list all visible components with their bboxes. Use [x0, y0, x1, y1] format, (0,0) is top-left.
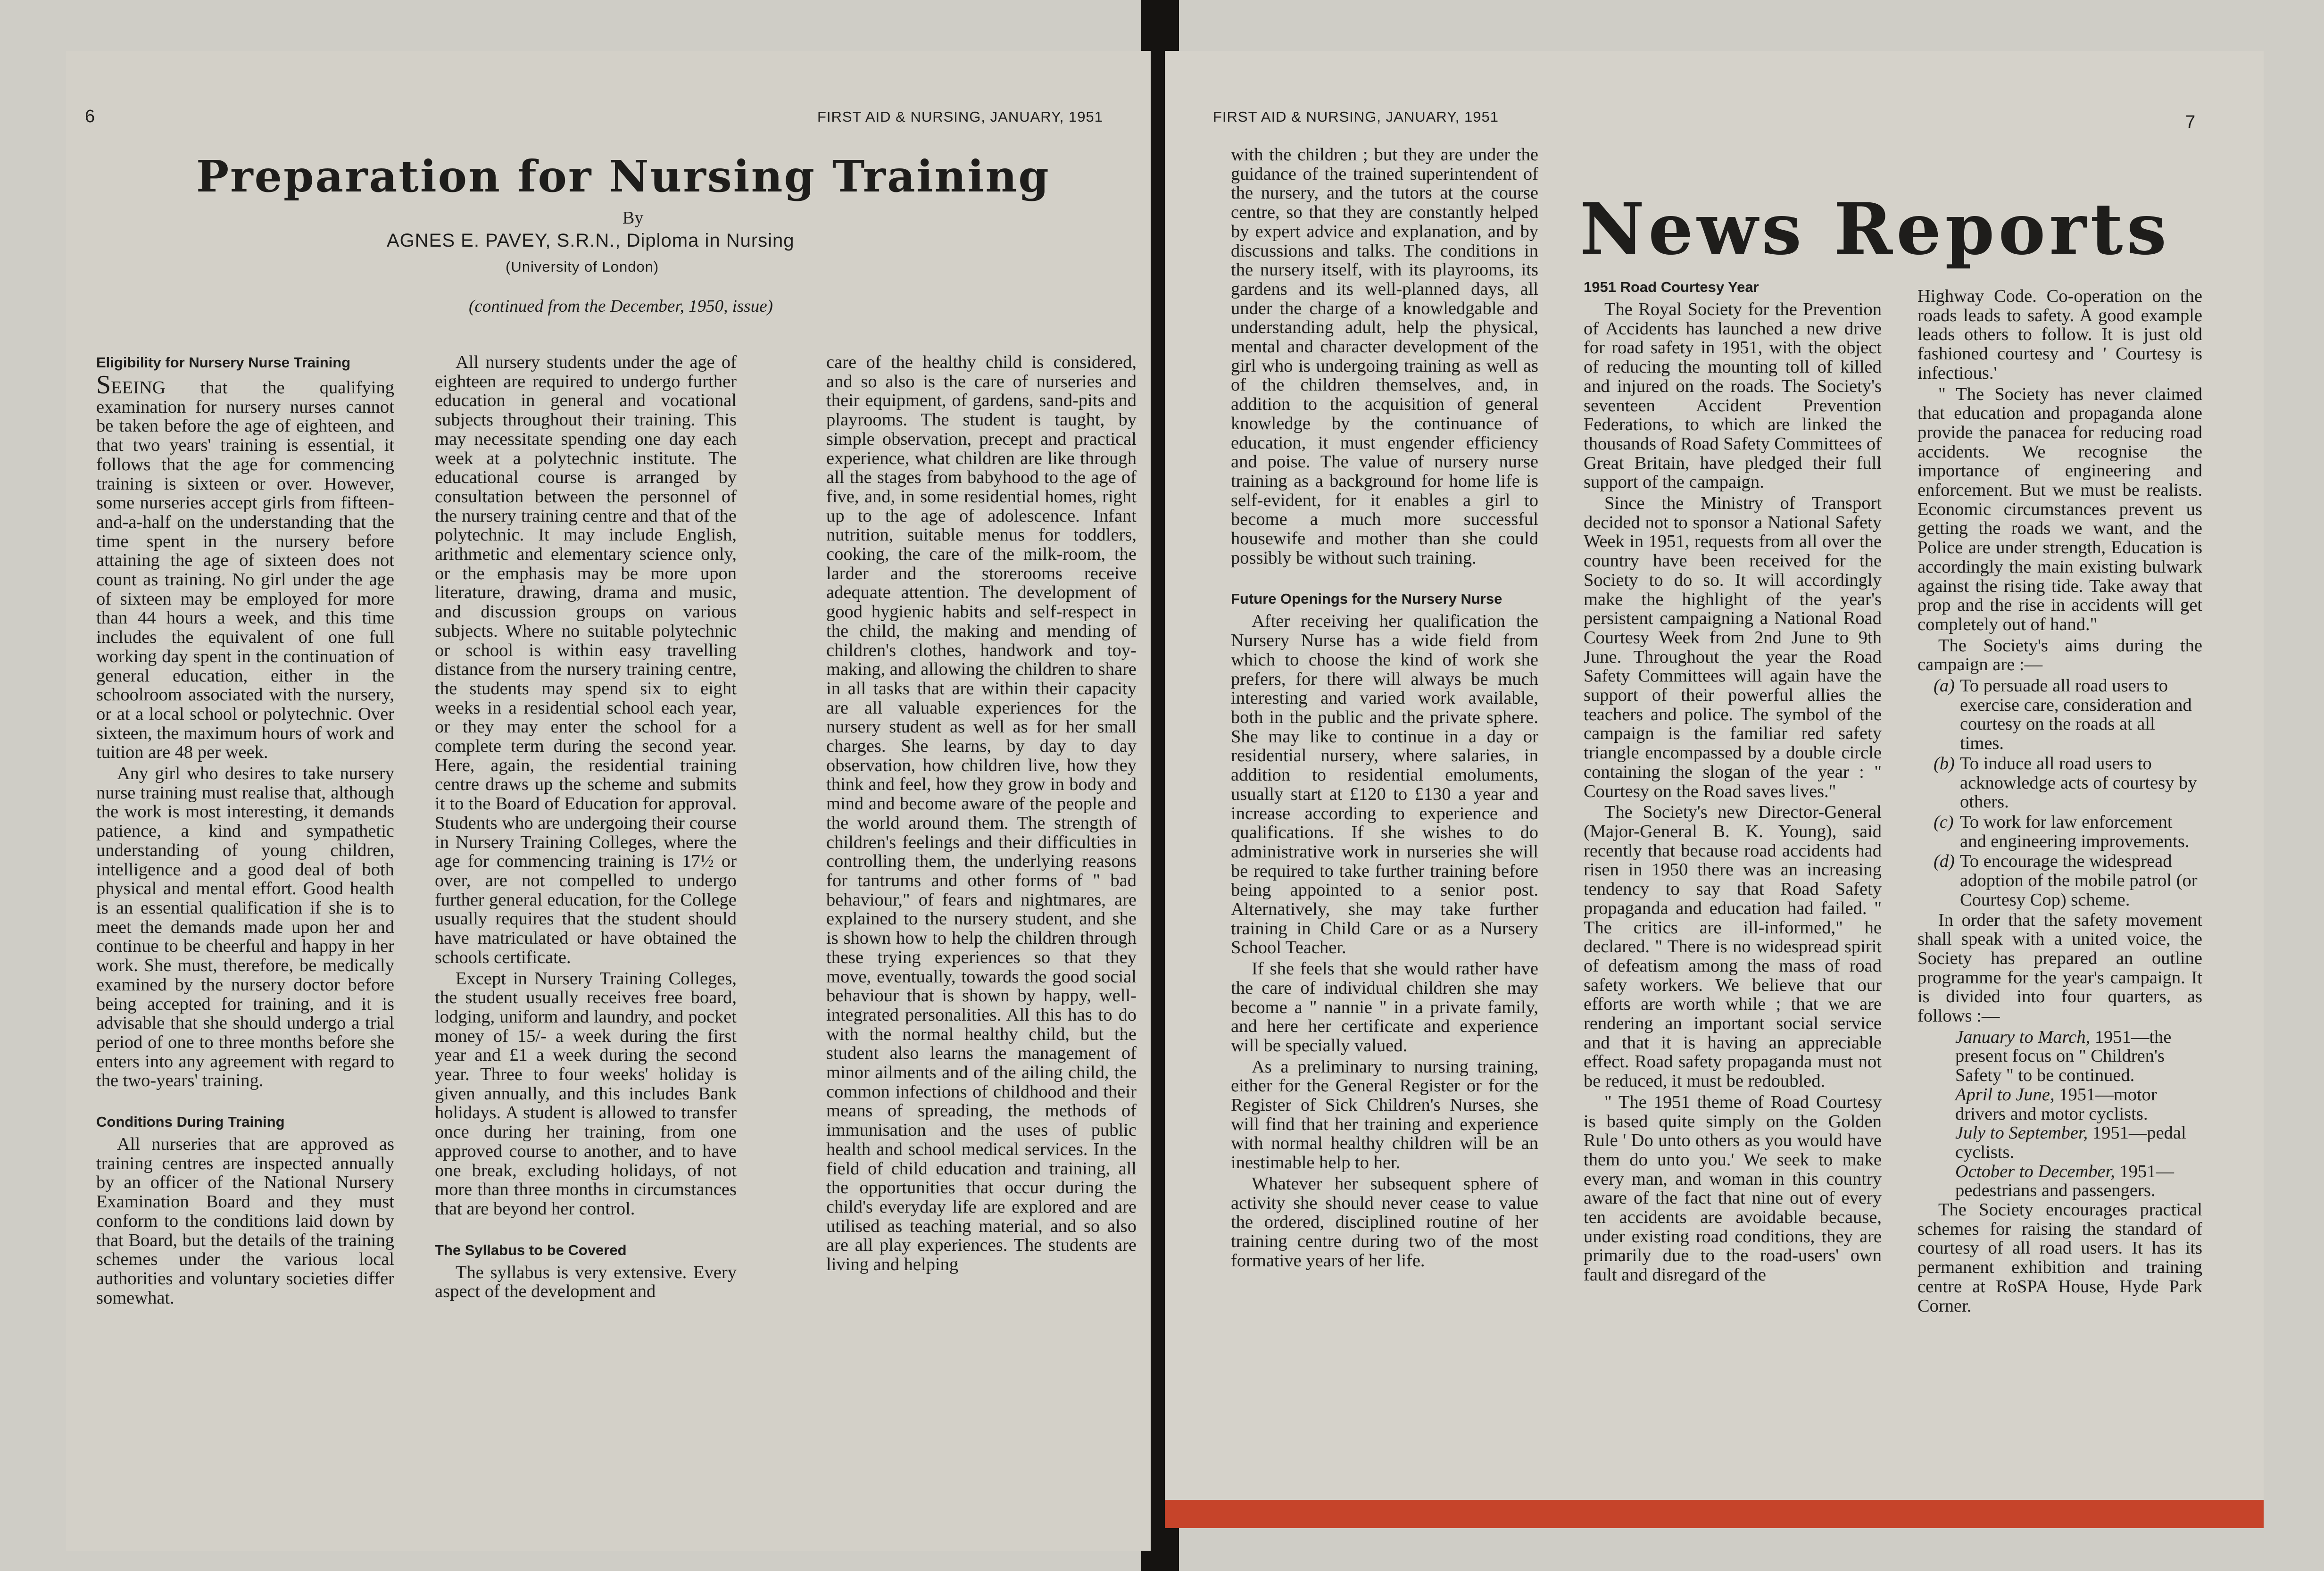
running-head-right: FIRST AID & NURSING, JANUARY, 1951	[1213, 108, 1499, 125]
list-label: (a)	[1934, 676, 1955, 696]
author-affiliation: (University of London)	[506, 258, 659, 275]
right-page	[1165, 51, 2264, 1504]
article-column-2	[435, 353, 737, 1303]
list-item	[1917, 852, 2202, 909]
list-item	[1917, 676, 2202, 753]
paragraph: The Society's aims during the campaign are :—	[1917, 635, 2202, 675]
heading-syllabus: The Syllabus to be Covered	[435, 1241, 627, 1258]
schedule-text: 1951—pedestrians and passengers.	[1955, 1161, 2175, 1201]
continued-note: (continued from the December, 1950, issue)	[469, 297, 773, 316]
paragraph: Whatever her subsequent sphere of activity she should never cease to value the ordered, disciplined routine of her training centre during two of the most formative years of her life.	[1231, 1173, 1538, 1271]
heading-eligibility: Eligibility for Nursery Nurse Training	[96, 354, 351, 371]
schedule-period: July to September,	[1955, 1123, 2088, 1143]
schedule-item	[1917, 1123, 2202, 1162]
paragraph: Highway Code. Co-operation on the roads leads to safety. A good example leads others to follow. It is just old fashioned courtesy and ' Courtesy is infectious.'	[1917, 286, 2202, 383]
schedule-period: October to December,	[1955, 1161, 2115, 1181]
paragraph: As a preliminary to nursing training, either for the General Register or for the Register of Sick Children's Nurses, she will find that her training and experience with normal healthy children will be an inestimable help to her.	[1231, 1056, 1538, 1173]
news-reports-title: News Reports	[1580, 188, 2171, 271]
paragraph: " The Society has never claimed that education and propaganda alone provide the panacea for reducing road accidents. We recognise the importance of engineering and enforcement. But we must be realists. Economic circumstances prevent us getting the roads we want, and the Police are under strength, Education is accordingly the main existing bulwark against the rising tide. Take away that prop and the rise in accidents will get completely out of hand."	[1917, 384, 2202, 634]
paragraph: SEEING that the qualifying examination for nursery nurses cannot be taken before the age of eighteen, and that two years' training is essential, it follows that the age for commencing training is sixteen or over. However, some nurseries accept girls from fifteen-and-a-half on the understanding that the time spent in the nursery before attaining the age of sixteen does not count as training. No girl under the age of sixteen may be employed for more than 44 hours a week, and this time includes the equivalent of one full working day spent in the continuation of general education, either in the schoolroom associated with the nursery, or at a local school or polytechnic. Over sixteen, the maximum hours of work and tuition are 48 per week.	[96, 370, 394, 763]
paragraph: care of the healthy child is considered, and so also is the care of nurseries and their equipment, of gardens, sand-pits and playrooms. The student is taught, by simple observation, precept and practical experience, what children are like through all the stages from babyhood to the age of five, and, in some residential homes, right up to the age of adolescence. Infant nutrition, suitable menus for toddlers, cooking, the care of the milk-room, the larder and the storerooms receive adequate attention. The development of good hygienic habits and self-respect in the child, the making and mending of children's clothes, handwork and toy-making, and allowing the children to share in all tasks that are within their capacity are all valuable experiences for the nursery student as well as for her small charges. She learns, by day to day observation, how children live, how they think and feel, how they grow in body and mind and become aware of the people and the world around them. The strength of children's feelings and their difficulties in controlling them, the underlying reasons for tantrums and other forms of " bad behaviour," of fears and nightmares, are explained to the nursery student, and she is shown how to help the children through these trying experiences so that they move, eventually, towards the good social behaviour that is shown by happy, well-integrated personalities. All this has to do with the normal healthy child, but the student also learns the management of minor ailments and of the ailing child, the common infections of childhood and their means of spreading, the methods of immunisation and the uses of public health and school medical services. In the field of child education and training, all the opportunities that occur during the child's everyday life are explored and are utilised as teaching material, and so also are all play experiences. The students are living and helping	[826, 352, 1137, 1275]
paragraph: All nursery students under the age of eighteen are required to undergo further education in general and vocational subjects throughout their training. This may necessitate spending one day each week at a polytechnic institute. The educational course is arranged by consultation between the personnel of the nursery training centre and that of the polytechnic. It may include English, arithmetic and elementary science only, or the emphasis may be more upon literature, drawing, drama and music, and discussion groups on various subjects. Where no suitable polytechnic or school is within easy travelling distance from the nursery training centre, the students may spend six to eight weeks in a residential school each year, or they may enter the school for a complete term during the second year. Here, again, the residential training centre draws up the scheme and submits it to the Board of Education for approval. Students who are undergoing their course in Nursery Training Colleges, where the age for commencing training is 17½ or over, are not compelled to undergo further general education, for the College usually requires that the student should have matriculated or have obtained the schools certificate.	[435, 352, 737, 967]
running-head-left: FIRST AID & NURSING, JANUARY, 1951	[817, 108, 1103, 125]
schedule-text: 1951—the present focus on " Children's Safety " to be continued.	[1955, 1027, 2172, 1086]
article-column-1	[96, 353, 394, 1309]
list-item	[1917, 754, 2202, 812]
list-label: (b)	[1934, 753, 1955, 773]
news-column-2	[1917, 287, 2202, 1317]
paragraph: Except in Nursery Training Colleges, the student usually receives free board, lodging, uniform and laundry, and pocket money of 15/- a week during the first year and £1 a week during the second year. Three to four weeks' holiday is given annually, and this includes Bank holidays. A student is allowed to transfer once during her training, from one approved course to another, and to have one break, excluding holidays, of not more than three months in circumstances that are beyond her control.	[435, 968, 737, 1219]
schedule-item	[1917, 1028, 2202, 1085]
paragraph: with the children ; but they are under the guidance of the trained superintendent of the nursery, and the tutors at the course centre, so that they are constantly helped by expert advice and explanation, and by discussions and talks. The conditions in the nursery itself, with its playrooms, its gardens and its well-planned days, all under the charge of a knowledgable and understanding adult, help the physical, mental and character development of the girl who is undergoing training as well as of the children themselves, and, in addition to the acquisition of general knowledge by the continuance of education, it must engender efficiency and poise. The value of nursery nurse training as a background for home life is self-evident, for it enables a girl to become a much more successful housewife and mother than she could possibly be without such training.	[1231, 145, 1538, 568]
schedule-period: April to June,	[1955, 1084, 2055, 1105]
list-text: To persuade all road users to exercise care, consideration and courtesy on the roads at all times.	[1960, 676, 2192, 754]
paragraph: The syllabus is very extensive. Every aspect of the development and	[435, 1262, 737, 1302]
left-page	[66, 51, 1151, 1551]
schedule-text: 1951—motor drivers and motor cyclists.	[1955, 1084, 2157, 1124]
paragraph: Any girl who desires to take nursery nurse training must realise that, although the work is most interesting, it demands patience, a kind and sympathetic understanding of young children, intelligence and a good deal of both physical and mental effort. Good health is an essential qualification if she is to meet the demands made upon her and continue to be cheerful and happy in her work. She must, therefore, be medically examined by the nursery doctor before being accepted for training, and it is advisable that she should undergo a trial period of one to three months before she enters into any agreement with regard to the two-years' training.	[96, 764, 394, 1091]
paragraph: Since the Ministry of Transport decided not to sponsor a National Safety Week in 1951, requests from all over the country have been received for the Society to do so. It will accordingly make the highlight of the year's persistent campaigning a National Road Courtesy Week from 2nd June to 9th June. Throughout the year the Road Safety Committees will again have the support of their powerful allies the teachers and police. The symbol of the campaign is the familiar red safety triangle encompassed by a double circle containing the slogan of the year : " Courtesy on the Road saves lives."	[1584, 493, 1882, 801]
list-text: To induce all road users to acknowledge acts of courtesy by others.	[1960, 753, 2197, 812]
paragraph: The Society's new Director-General (Major-General B. K. Young), said recently that because road accidents had risen in 1950 there was an increasing tendency to say that Road Safety propaganda and education had failed. " The critics are ill-informed," he declared. " There is no widespread spirit of defeatism among the mass of road safety workers. We believe that our efforts are worth while ; that we are rendering an important social service and that it is having an appreciable effect. Road safety propaganda must not be reduced, it must be redoubled.	[1584, 802, 1882, 1091]
paragraph: After receiving her qualification the Nursery Nurse has a wide field from which to choose the kind of work she prefers, for there will always be much interesting and varied work available, both in the public and the private sphere. She may like to continue in a day or residential nursery, where salaries, in addition to residential emoluments, usually start at £120 to £130 a year and increase according to experience and qualifications. If she wishes to do administrative work in nurseries she will be required to take further training before being appointed to a senior post. Alternatively, she may take further training in Child Care or as a Nursery School Teacher.	[1231, 611, 1538, 958]
page-number-right: 7	[2185, 112, 2196, 132]
cover-edge	[1165, 1500, 2264, 1528]
list-label: (c)	[1934, 812, 1954, 832]
article-continuation-column	[1231, 145, 1538, 1272]
article-column-3	[826, 353, 1137, 1276]
paragraph: The Society encourages practical schemes for raising the standard of courtesy of all road users. It has its permanent exhibition and training centre at RoSPA House, Hyde Park Corner.	[1917, 1200, 2202, 1316]
paragraph: The Royal Society for the Prevention of Accidents has launched a new drive for road safety in 1951, with the object of reducing the mounting toll of killed and injured on the roads. The Society's seventeen Accident Prevention Federations, to which are linked the thousands of Road Safety Committees of Great Britain, have pledged their full support of the campaign.	[1584, 299, 1882, 492]
news-column-1	[1584, 277, 1882, 1287]
schedule-item	[1917, 1085, 2202, 1123]
paragraph: " The 1951 theme of Road Courtesy is based quite simply on the Golden Rule ' Do unto others as you would have them do unto you.' We seek to make every man, and woman in this country aware of the fact that nine out of every ten accidents are avoidable because, under existing road conditions, they are primarily due to the road-users' own fault and disregard of the	[1584, 1092, 1882, 1285]
schedule-period: January to March,	[1955, 1027, 2091, 1047]
page-number-left: 6	[85, 107, 95, 126]
paragraph: All nurseries that are approved as training centres are inspected annually by an officer of the National Nursery Examination Board and they must conform to the conditions laid down by that Board, but the details of the training schemes under the various local authorities and voluntary societies differ somewhat.	[96, 1134, 394, 1308]
schedule-item	[1917, 1162, 2202, 1200]
author-name: AGNES E. PAVEY, S.R.N., Diploma in Nursing	[387, 230, 795, 251]
list-label: (d)	[1934, 851, 1955, 872]
heading-road-courtesy: 1951 Road Courtesy Year	[1584, 279, 1759, 295]
byline: By	[622, 208, 644, 228]
heading-conditions: Conditions During Training	[96, 1114, 285, 1130]
article-title: Preparation for Nursing Training	[196, 151, 1050, 202]
campaign-aims-list	[1917, 676, 2202, 909]
paragraph: If she feels that she would rather have the care of individual children she may become a " nannie " in a private family, and here her certificate and experience will be specially valued.	[1231, 959, 1538, 1056]
list-text: To encourage the widespread adoption of the mobile patrol (or Courtesy Cop) scheme.	[1960, 851, 2198, 910]
paragraph: In order that the safety movement shall speak with a united voice, the Society has prepared an outline programme for the year's campaign. It is divided into four quarters, as follows :—	[1917, 910, 2202, 1026]
list-item	[1917, 813, 2202, 851]
schedule-text: 1951—pedal cyclists.	[1955, 1123, 2186, 1162]
list-text: To work for law enforcement and engineering improvements.	[1960, 812, 2190, 851]
heading-future-openings: Future Openings for the Nursery Nurse	[1231, 590, 1502, 607]
